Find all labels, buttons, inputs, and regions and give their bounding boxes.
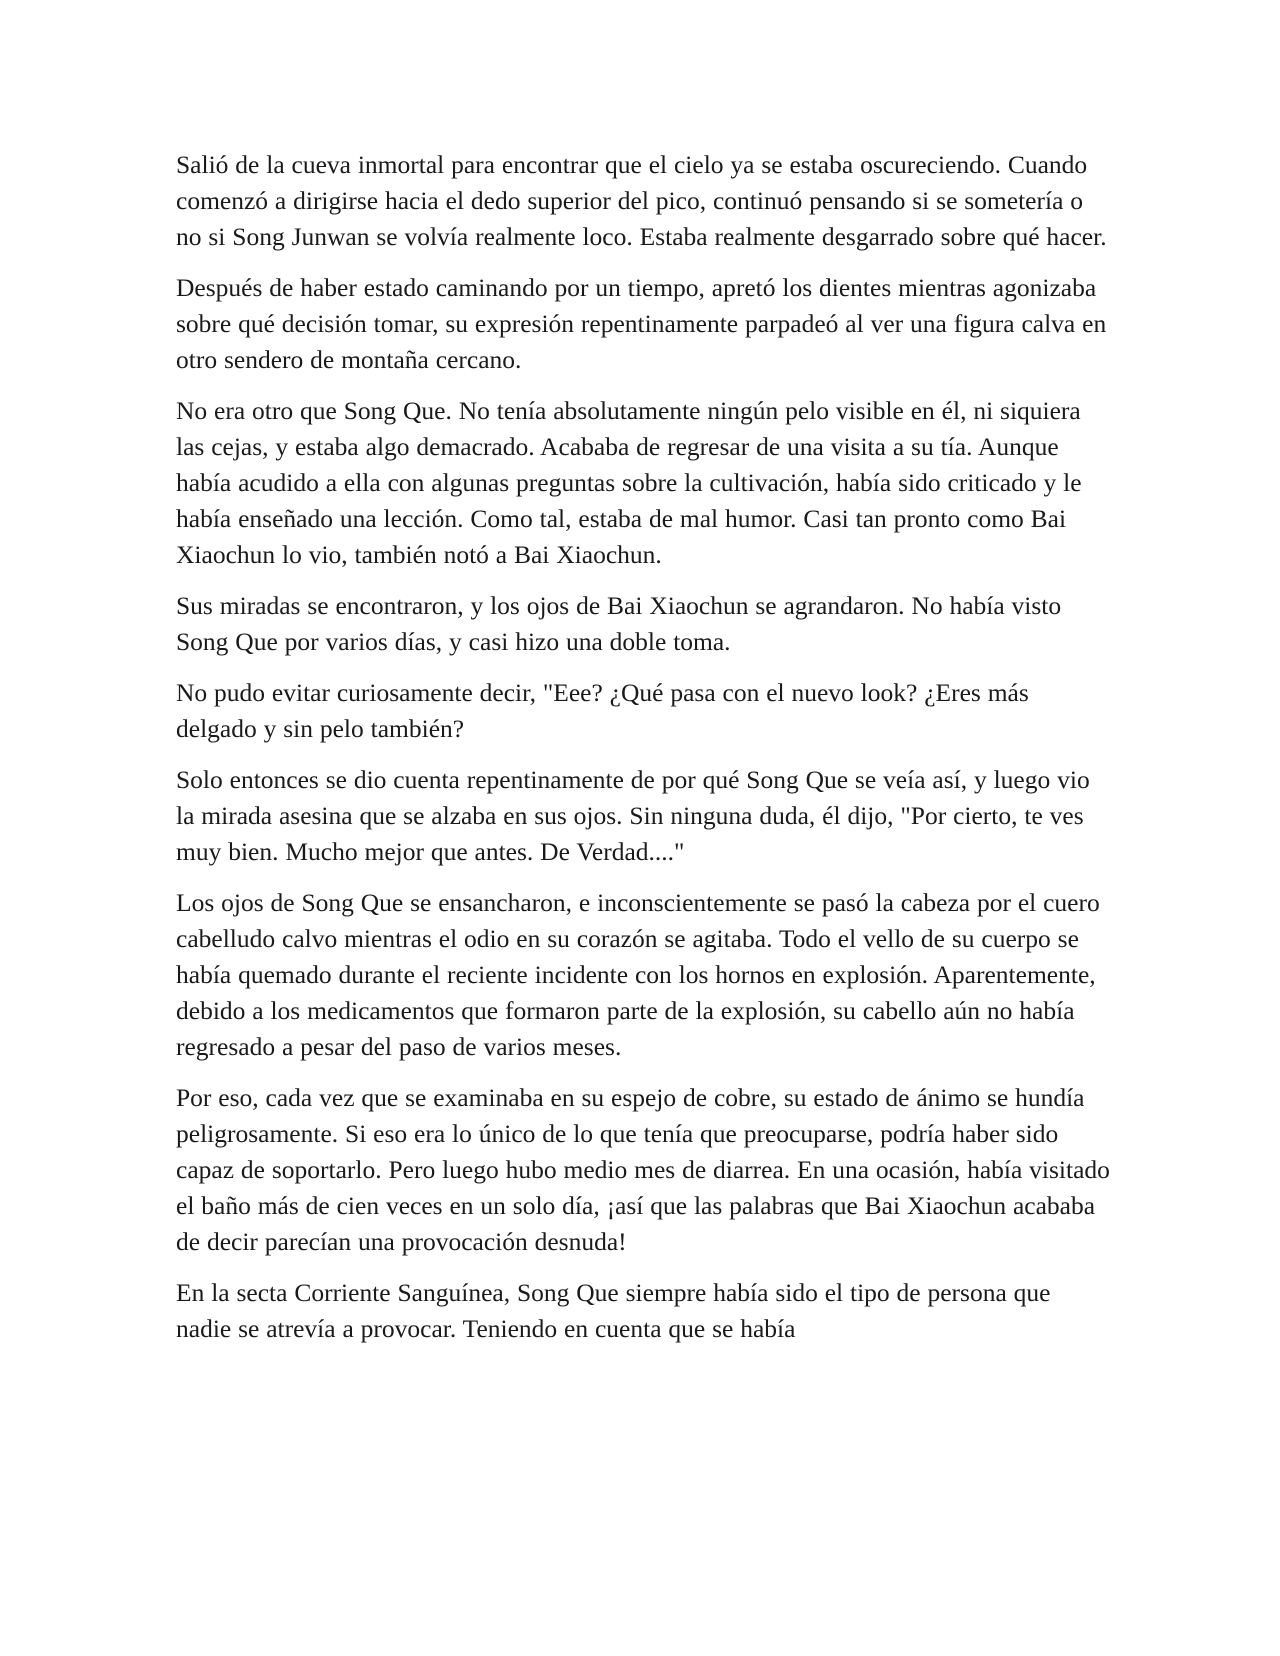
paragraph-7: Los ojos de Song Que se ensancharon, e inconscientemente se pasó la cabeza por el cuero cabelludo calvo mientras el odio en su corazón se agitaba. Todo el vello de su cuerpo se había quemado durante el reciente incidente con los hornos en explosión. Aparentemente, debido a los medicamentos que formaron parte de la explosión, su cabello aún no había regresado a pesar del paso de varios meses. <box>176 888 1100 1061</box>
paragraph-8: Por eso, cada vez que se examinaba en su espejo de cobre, su estado de ánimo se hundía peligrosamente. Si eso era lo único de lo que tenía que preocuparse, podría haber sido capaz de soportarlo. Pero luego hubo medio mes de diarrea. En una ocasión, había visitado el baño más de cien veces en un solo día, ¡así que las palabras que Bai Xiaochun acababa de decir parecían una provocación desnuda! <box>176 1083 1110 1256</box>
paragraph-6: Solo entonces se dio cuenta repentinamente de por qué Song Que se veía así, y luego vio la mirada asesina que se alzaba en sus ojos. Sin ninguna duda, él dijo, "Por cierto, te ves muy bien. Mucho mejor que antes. De Verdad...." <box>176 765 1090 866</box>
document-body <box>176 147 1111 1362</box>
paragraph-9: En la secta Corriente Sanguínea, Song Que siempre había sido el tipo de persona que nadie se atrevía a provocar. Teniendo en cuenta que se había <box>176 1278 1051 1343</box>
paragraph-5: No pudo evitar curiosamente decir, "Eee? ¿Qué pasa con el nuevo look? ¿Eres más delgado y sin pelo también? <box>176 678 1029 743</box>
paragraph-3: No era otro que Song Que. No tenía absolutamente ningún pelo visible en él, ni siquiera las cejas, y estaba algo demacrado. Acababa de regresar de una visita a su tía. Aunque había acudido a ella con algunas preguntas sobre la cultivación, había sido criticado y le había enseñado una lección. Como tal, estaba de mal humor. Casi tan pronto como Bai Xiaochun lo vio, también notó a Bai Xiaochun. <box>176 396 1082 569</box>
paragraph-1: Salió de la cueva inmortal para encontrar que el cielo ya se estaba oscureciendo. Cuando comenzó a dirigirse hacia el dedo superior del pico, continuó pensando si se sometería o no si Song Junwan se volvía realmente loco. Estaba realmente desgarrado sobre qué hacer. <box>176 150 1107 251</box>
paragraph-4: Sus miradas se encontraron, y los ojos de Bai Xiaochun se agrandaron. No había visto Song Que por varios días, y casi hizo una doble toma. <box>176 591 1062 656</box>
paragraph-2: Después de haber estado caminando por un tiempo, apretó los dientes mientras agonizaba sobre qué decisión tomar, su expresión repentinamente parpadeó al ver una figura calva en otro sendero de montaña cercano. <box>176 273 1107 374</box>
